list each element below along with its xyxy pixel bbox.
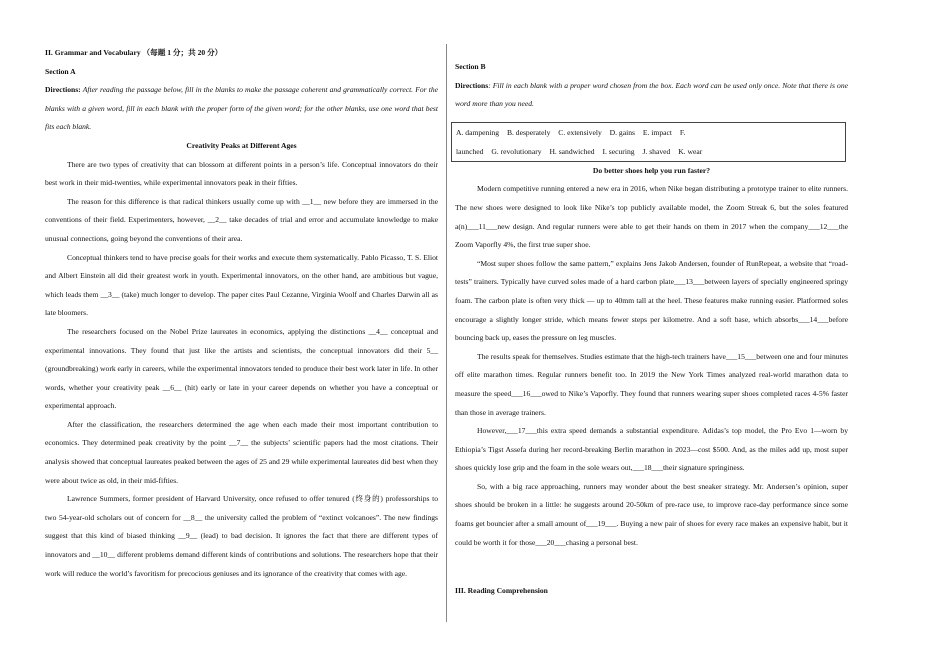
paragraph: Conceptual thinkers tend to have precise goals for their works and execute them systematically. Pablo Picasso, T. S. Eliot and Albert Einstein all did their greatest work in youth. Experimental innovators, on the other hand, are ambitious but vague, which leads them __3__ (take) much longer to develop. The paper cites Paul Cezanne, Virginia Woolf and Charles Darwin all as late bloomers. — [45, 252, 438, 318]
word-option: K. wear — [678, 146, 703, 156]
passage-title: Do better shoes help you run faster? — [592, 165, 711, 175]
paragraph: However,___17___this extra speed demands a substantial expenditure. Adidas’s top model, the Pro Evo 1—worn by Ethiopia’s Tigst Assefa during her record-breaking Berlin marathon in 2023—cost $500. And, as the miles add up, most super shoes quickly lose grip and the foam in the sole wears out,___18___their signature springiness. — [455, 426, 848, 473]
word-option: E. impact — [642, 127, 672, 137]
word-option: J. shaved — [642, 146, 671, 156]
section-b-title: Section B — [455, 62, 486, 71]
right-column — [455, 44, 848, 601]
passage-title: Creativity Peaks at Different Ages — [186, 140, 297, 150]
section-a-title: Section A — [45, 66, 76, 76]
directions-text: After reading the passage below, fill in the blanks to make the passage coherent and grammatically correct. For the blanks with a given word, fill in each blank with the proper form of the given word; for the other blanks, use one word that best fits each blank. — [45, 85, 438, 132]
word-box-row — [456, 142, 841, 161]
paragraph: The results speak for themselves. Studies estimate that the high-tech trainers have___15___between one and four minutes off elite marathon times. Regular runners benefit too. In 2019 the New York Times analyzed real-world marathon data to measure the speed___16___owed to Nike’s Vaporfly. They found that runners wearing super shoes completed races 4-5% faster than those in average trainers. — [455, 351, 848, 417]
word-option: F. — [679, 127, 686, 137]
paragraph: The reason for this difference is that radical thinkers usually come up with __1__ new before they are immersed in the conventions of their field. Experimenters, however, __2__ take decades of trial and error and accumulate knowledge to make unusual connections, going beyond the conventions of their area. — [45, 196, 438, 243]
directions-label: Directions — [455, 80, 489, 90]
paragraph: The researchers focused on the Nobel Prize laureates in economics, applying the distinctions __4__ conceptual and experimental innovations. They found that just like the artists and scientists, the conceptual innovators did their 5__ (groundbreaking) work early in careers, while the experimental innovators tended to produce their best work later in life. In other words, whether your creativity peak __6__ (hit) early or late in your career depends on whether you have a conceptual or experimental approach. — [45, 326, 438, 411]
word-option: B. desperately — [506, 127, 551, 137]
word-option: I. securing — [602, 146, 635, 156]
paragraph: “Most super shoes follow the same pattern,” explains Jens Jakob Andersen, founder of RunRepeat, a website that “road-tests” trainers. Typically have curved soles made of a hard carbon plate___13___between layers of specially engineered springy foam. The carbon plate is often very thick — up to 40mm tall at the heel. These features make running easier. Platformed soles encourage a slightly longer stride, which means fewer steps per kilometre. And a soft base, which absorbs___14___before bouncing back up, eases the pressure on leg muscles. — [455, 258, 848, 343]
word-box-row — [456, 123, 841, 142]
word-option: A. dampening — [456, 127, 500, 137]
paragraph: Lawrence Summers, former president of Harvard University, once refused to offer tenured (终身的) professorships to two 54-year-old scholars out of concern for __8__ the university called the problem of “extinct volcanoes”. The new findings suggest that this kind of biased thinking __9__ (lead) to bad decision. It ignores the fact that there are different types of innovators and __10__ different problems demand different kinds of contributions and solutions. The researchers hope that their work will reduce the world’s favoritism for precocious geniuses and its ignorance of the creativity that comes with age. — [45, 494, 438, 578]
paragraph: Modern competitive running entered a new era in 2016, when Nike began distributing a prototype trainer to elite runners. The new shoes were designed to look like Nike’s top publicly available model, the Zoom Streak 6, but the soles featured a(n)___11___new design. And regular runners were able to get their hands on them in 2017 when the company___12___the Zoom Vaporfly 4%, the first true super shoe. — [455, 184, 848, 250]
section-b-directions — [455, 77, 848, 114]
directions-label: Directions: — [45, 85, 81, 95]
left-column — [45, 44, 438, 583]
column-divider — [446, 44, 447, 622]
word-option: D. gains — [609, 127, 635, 137]
reading-comprehension-title: III. Reading Comprehension — [455, 586, 548, 596]
word-option: G. revolutionary — [491, 146, 542, 156]
paragraph: So, with a big race approaching, runners may wonder about the best sneaker strategy. Mr. Andersen’s opinion, super shoes should be broken in a little: he suggests around 20-50km of pre-race use, to improve race-day performance since some foams get bouncier after a small amount of___19___. Buying a new pair of shoes for every race makes an expensive habit, but it could be worth it for those___20___chasing a personal best. — [455, 481, 848, 547]
word-option: H. sandwiched — [549, 146, 595, 156]
directions-text: : Fill in each blank with a proper word chosen from the box. Each word can be used only once. Note that there is one word more than you need. — [455, 80, 848, 109]
word-option: launched — [456, 146, 484, 156]
section-title: II. Grammar and Vocabulary （每题 1 分；共 20 分） — [45, 48, 223, 57]
word-option: C. extensively — [558, 127, 602, 137]
word-box — [451, 122, 846, 162]
paragraph: After the classification, the researchers determined the age when each made their most important contribution to economics. They determined peak creativity by the point __7__ the subjects’ scientific papers had the most citations. Their analysis showed that conceptual laureates peaked between the ages of 25 and 29 while experimental laureates did best when they were about twice as old, in their mid-fifties. — [45, 419, 438, 485]
section-a-directions — [45, 81, 438, 137]
paragraph: There are two types of creativity that can blossom at different points in a person’s life. Conceptual innovators do their best work in their mid-twenties, while experimental innovators peak in their fifties. — [45, 159, 438, 188]
